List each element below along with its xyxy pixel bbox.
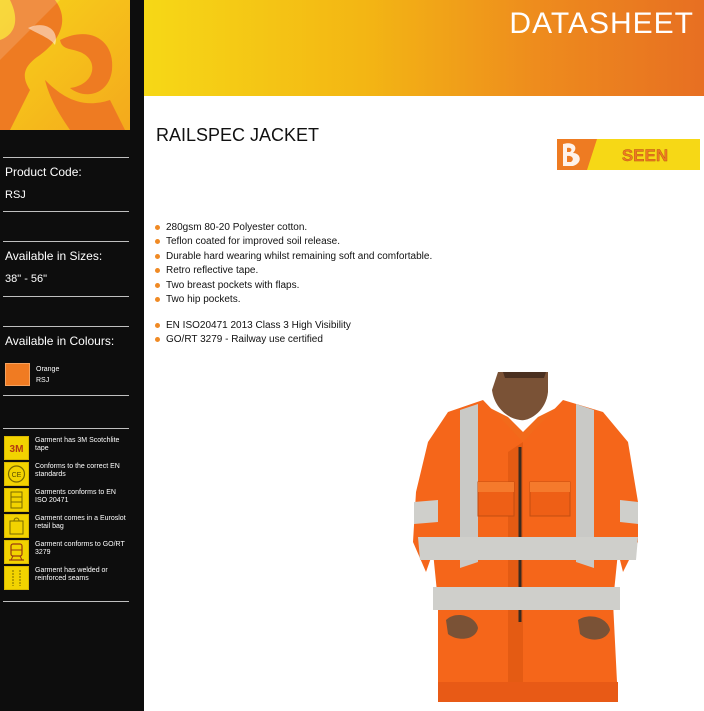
feature-3m-text: Garment has 3M Scotchlite tape bbox=[35, 437, 120, 452]
sizes-label: Available in Sizes: bbox=[5, 249, 103, 263]
colours-label: Available in Colours: bbox=[5, 334, 115, 348]
colour-swatch-orange bbox=[5, 363, 30, 386]
svg-text:SEEN: SEEN bbox=[621, 146, 669, 165]
feature-en bbox=[4, 488, 129, 512]
3m-icon bbox=[4, 436, 29, 460]
feature-ce-text: Conforms to the correct EN standards bbox=[35, 463, 120, 478]
train-icon bbox=[4, 540, 29, 564]
feature-bag bbox=[4, 514, 129, 538]
brand-logo bbox=[557, 139, 700, 170]
en-standard-icon bbox=[4, 488, 29, 512]
list-item: Two breast pockets with flaps. bbox=[155, 279, 432, 293]
colour-code: RSJ bbox=[36, 377, 50, 384]
feature-en-text: Garments conforms to EN ISO 20471 bbox=[35, 489, 116, 504]
svg-text:3M: 3M bbox=[9, 444, 24, 455]
feature-ce bbox=[4, 462, 129, 486]
standards-bullets bbox=[155, 319, 351, 348]
colour-name: Orange bbox=[36, 366, 60, 373]
sizes-value: 38" - 56" bbox=[5, 273, 48, 285]
feature-seams-text: Garment has welded or reinforced seams bbox=[35, 567, 108, 582]
logo bbox=[0, 0, 130, 130]
feature-railway-text: Garment conforms to GO/RT 3279 bbox=[35, 541, 125, 556]
datasheet-title: DATASHEET bbox=[509, 7, 694, 40]
header-banner bbox=[144, 0, 704, 96]
bag-icon bbox=[4, 514, 29, 538]
list-item: GO/RT 3279 - Railway use certified bbox=[155, 333, 351, 347]
sidebar bbox=[0, 0, 144, 711]
seams-icon bbox=[4, 566, 29, 590]
list-item: Durable hard wearing whilst remaining soft and comfortable. bbox=[155, 250, 432, 264]
list-item: EN ISO20471 2013 Class 3 High Visibility bbox=[155, 319, 351, 333]
list-item: Teflon coated for improved soil release. bbox=[155, 235, 432, 249]
feature-bag-text: Garment comes in a Euroslot retail bag bbox=[35, 515, 126, 530]
product-title: RAILSPEC JACKET bbox=[156, 125, 320, 145]
product-code-label: Product Code: bbox=[5, 165, 82, 179]
list-item: Two hip pockets. bbox=[155, 293, 432, 307]
product-photo bbox=[408, 372, 700, 702]
feature-bullets bbox=[155, 221, 432, 307]
svg-text:CE: CE bbox=[11, 472, 22, 479]
ce-mark-icon bbox=[4, 462, 29, 486]
product-code-value: RSJ bbox=[5, 189, 26, 201]
feature-3m bbox=[4, 436, 129, 460]
feature-railway bbox=[4, 540, 129, 564]
feature-seams bbox=[4, 566, 129, 590]
list-item: Retro reflective tape. bbox=[155, 264, 432, 278]
list-item: 280gsm 80-20 Polyester cotton. bbox=[155, 221, 432, 235]
